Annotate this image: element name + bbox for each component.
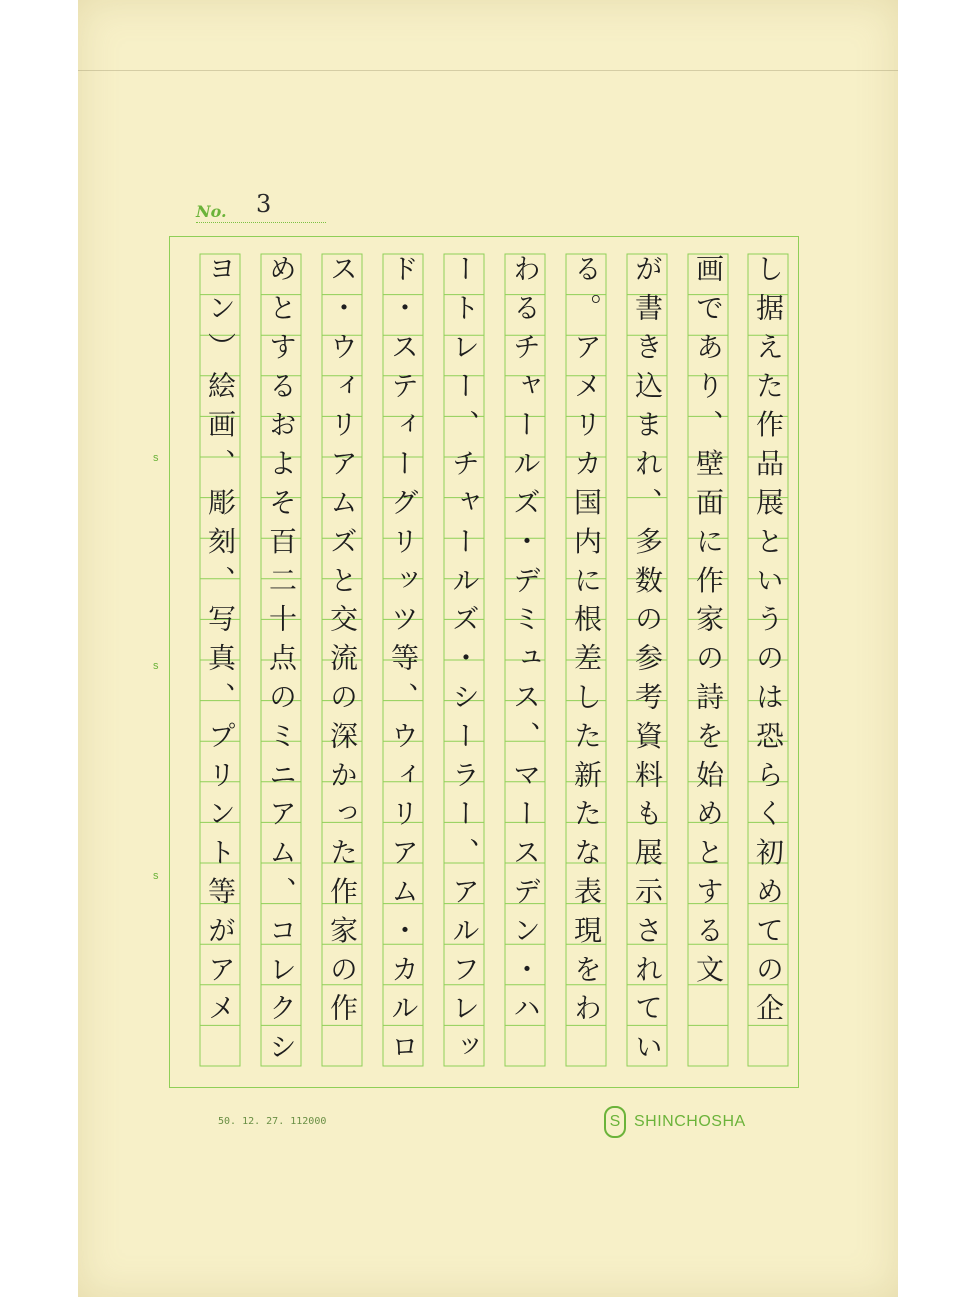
print-code: 50. 12. 27. 112000 bbox=[218, 1116, 327, 1127]
manuscript-column: し据えた作品展というのは恐らく初めての企 bbox=[752, 254, 785, 1032]
manuscript-column: ートレー、チャールズ・シーラー、アルフレッ bbox=[448, 254, 481, 1071]
publisher-logo-mark: S bbox=[604, 1106, 626, 1138]
manuscript-column: ヨン）絵画、彫刻、写真、プリント等がアメ bbox=[204, 254, 237, 1032]
manuscript-column: ド・スティーグリッツ等、ウィリアム・カルロ bbox=[387, 254, 420, 1071]
margin-mark: s bbox=[153, 870, 159, 882]
manuscript-column: 画であり、壁面に作家の詩を始めとする文 bbox=[692, 254, 725, 994]
manuscript-column: めとするおよそ百二十点のミニアム、コレクシ bbox=[265, 254, 298, 1071]
page-number-value: 3 bbox=[256, 190, 272, 218]
manuscript-column: が書き込まれ、多数の参考資料も展示されてい bbox=[631, 254, 664, 1071]
page-number-label: No. bbox=[196, 202, 227, 221]
manuscript-column: る。アメリカ国内に根差した新たな表現をわ bbox=[570, 254, 603, 1032]
manuscript-column: ス・ウィリアムズと交流の深かった作家の作 bbox=[326, 254, 359, 1032]
publisher-logo bbox=[604, 1105, 746, 1139]
publisher-name: SHINCHOSHA bbox=[634, 1113, 746, 1130]
margin-mark: s bbox=[153, 660, 159, 672]
manuscript-column: わるチャールズ・デミュス、マースデン・ハ bbox=[509, 254, 542, 1032]
margin-mark: s bbox=[153, 452, 159, 464]
